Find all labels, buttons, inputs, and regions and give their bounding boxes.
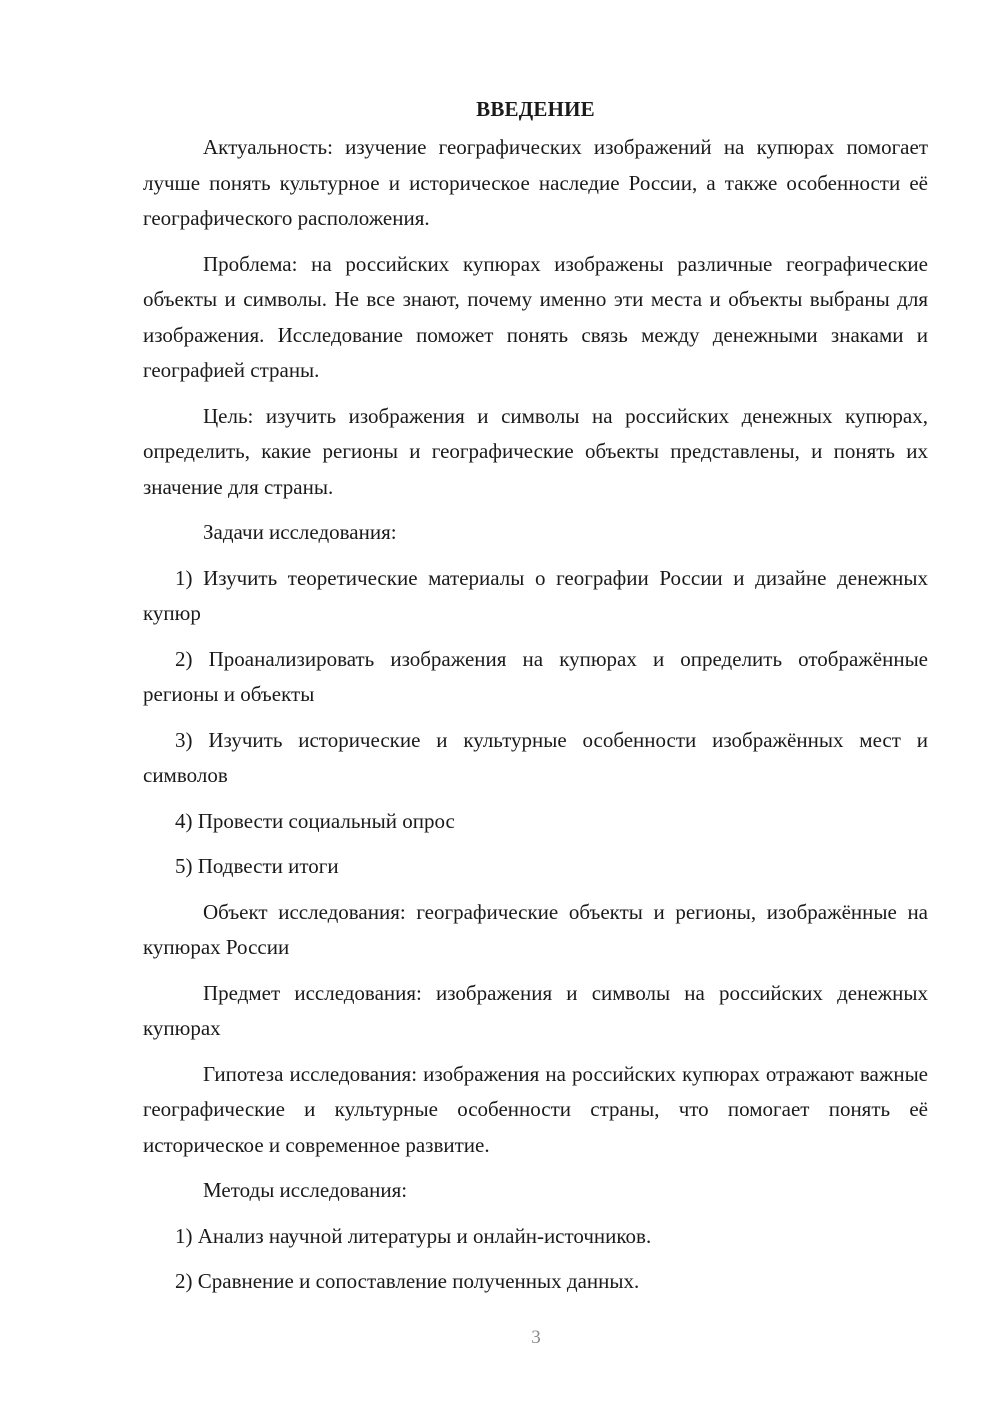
task-item-2: 2) Проанализировать изображения на купюрах и определить отображённые регионы и объекты	[143, 646, 928, 706]
paragraph-tasks-heading: Задачи исследования:	[203, 520, 397, 544]
task-item-5: 5) Подвести итоги	[175, 854, 339, 878]
paragraph-relevance: Актуальность: изучение географических изображений на купюрах помогает лучше понять культурное и историческое наследие России, а также особенности её географического расположения.	[143, 135, 928, 230]
paragraph-object: Объект исследования: географические объекты и регионы, изображённые на купюрах России	[143, 899, 928, 959]
paragraph-problem: Проблема: на российских купюрах изображены различные географические объекты и символы. Не все знают, почему именно эти места и объекты выбраны для изображения. Исследование поможет понять связь между денежными знаками и географией страны.	[143, 251, 928, 382]
paragraph-subject: Предмет исследования: изображения и символы на российских денежных купюрах	[143, 980, 928, 1040]
paragraph-methods-heading: Методы исследования:	[203, 1178, 408, 1202]
document-page	[143, 92, 928, 1310]
page-number: 3	[531, 1327, 541, 1348]
task-item-4: 4) Провести социальный опрос	[175, 808, 455, 833]
task-item-1: 1) Изучить теоретические материалы о географии России и дизайне денежных купюр	[143, 565, 928, 625]
task-item-3: 3) Изучить исторические и культурные особенности изображённых мест и символов	[143, 727, 928, 787]
paragraph-hypothesis: Гипотеза исследования: изображения на российских купюрах отражают важные географические и культурные особенности страны, что помогает понять её историческое и современное развитие.	[143, 1061, 928, 1157]
method-item-1: 1) Анализ научной литературы и онлайн-источников.	[175, 1223, 652, 1248]
method-item-2: 2) Сравнение и сопоставление полученных данных.	[175, 1269, 640, 1293]
paragraph-goal: Цель: изучить изображения и символы на российских денежных купюрах, определить, какие регионы и географические объекты представлены, и понять их значение для страны.	[143, 403, 928, 499]
section-title: ВВЕДЕНИЕ	[476, 97, 595, 121]
